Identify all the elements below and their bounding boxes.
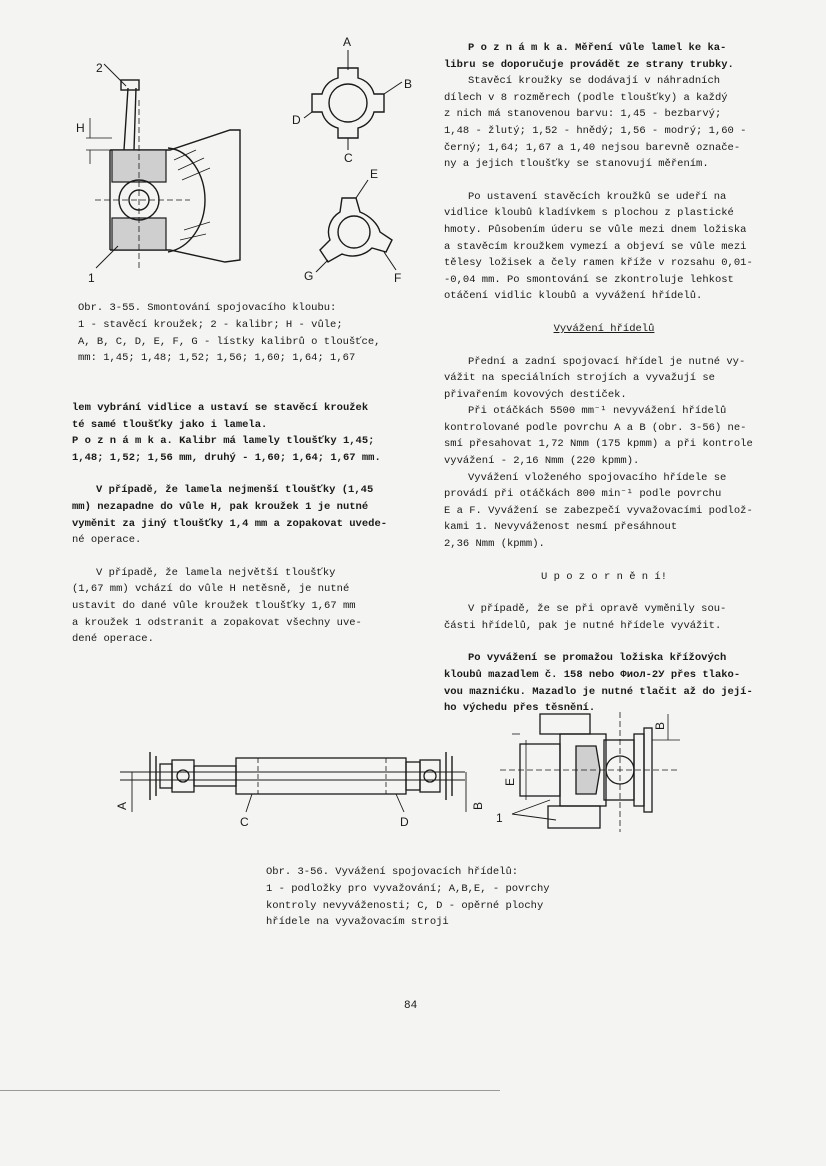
text-line: vidlice kloubů kladívkem s plochou z plastické bbox=[444, 207, 734, 220]
text-line: Při otáčkách 5500 mm⁻¹ nevyvážení hřídelů bbox=[468, 405, 727, 418]
text-line: a stavěcím kroužkem vymezí a objeví se vůle mezi bbox=[444, 240, 747, 253]
text-line: tělesy ložisek a čely ramen kříže v rozsahu 0,01- bbox=[444, 257, 753, 270]
caption-line: hřídele na vyvažovacím stroji bbox=[266, 916, 449, 929]
caption-line: Obr. 3-55. Smontování spojovacího kloubu: bbox=[78, 302, 337, 314]
text-line: dílech v 8 rozměrech (podle tloušťky) a každý bbox=[444, 91, 728, 104]
right-column bbox=[444, 40, 764, 717]
text-line: dené operace. bbox=[72, 633, 154, 646]
left-column bbox=[72, 400, 390, 648]
text-line: ho výchedu přes těsnění. bbox=[444, 702, 596, 715]
text-line: (1,67 mm) vchází do vůle H netěsně, je nutné bbox=[72, 583, 350, 596]
fig356-label-b-right: B bbox=[653, 721, 667, 730]
text-line: té samé tloušťky jako i lamela. bbox=[72, 418, 268, 431]
text-line: hmoty. Působením úderu se vůle mezi dnem ložiska bbox=[444, 223, 747, 236]
figure-3-55-assembly bbox=[0, 0, 430, 300]
text-line: V případě, že lamela největší tloušťky bbox=[96, 566, 336, 579]
text-line: černý; 1,64; 1,67 a 1,40 nejsou barevně označe- bbox=[444, 141, 741, 154]
text-line: ny a jejich tloušťky se stanovují měřením. bbox=[444, 158, 709, 171]
text-line: libru se doporučuje provádět ze strany trubky. bbox=[444, 58, 734, 71]
text-line: lem vybrání vidlice a ustaví se stavěcí kroužek bbox=[72, 402, 369, 414]
caption-line: 1 - podložky pro vyvažování; A,B,E, - povrchy bbox=[266, 882, 550, 895]
text-line: Vyvážení vloženého spojovacího hřídele se bbox=[468, 471, 727, 484]
caption-line: Obr. 3-56. Vyvážení spojovacích hřídelů: bbox=[266, 866, 519, 878]
figure-3-56-caption bbox=[266, 864, 606, 931]
text-line: né operace. bbox=[72, 534, 142, 547]
fig356-label-b-left: B bbox=[471, 801, 485, 810]
fig355-label-c: C bbox=[344, 151, 353, 165]
text-line: kami 1. Nevyváženost nesmí přesáhnout bbox=[444, 521, 678, 534]
fig356-label-c: C bbox=[240, 815, 249, 829]
text-line: Po ustavení stavěcích kroužků se udeří na bbox=[468, 190, 727, 203]
text-line: 1,48; 1,52; 1,56 mm, druhý - 1,60; 1,64; 1,67 mm. bbox=[72, 451, 381, 464]
text-line: Přední a zadní spojovací hřídel je nutné vy- bbox=[468, 355, 746, 368]
text-line: P o z n á m k a. Kalibr má lamely tloušťky 1,45; bbox=[72, 435, 375, 448]
warning-title: U p o z o r n ě n í! bbox=[540, 570, 668, 583]
fig356-label-1: 1 bbox=[496, 811, 503, 825]
fig355-label-a: A bbox=[343, 35, 352, 49]
fig356-label-e: E bbox=[503, 777, 517, 786]
text-line: z nich má stanovenou barvu: 1,45 - bezbarvý; bbox=[444, 108, 722, 121]
text-line: 2,36 Nmm (kpmm). bbox=[444, 538, 545, 551]
fig355-label-h: H bbox=[76, 121, 85, 135]
section-heading: Vyvážení hřídelů bbox=[553, 322, 655, 335]
fig355-label-d: D bbox=[292, 113, 301, 127]
page-number: 84 bbox=[404, 1000, 418, 1012]
fig355-label-g: G bbox=[304, 269, 314, 283]
text-line: otáčení vidlic kloubů a vyvážení hřídelů. bbox=[444, 290, 703, 303]
text-line: smí přesahovat 1,72 Nmm (175 kpmm) a při kontrole bbox=[444, 438, 753, 451]
text-line: přivařením kovových destiček. bbox=[444, 388, 627, 401]
figure-3-56-balancing bbox=[0, 700, 826, 860]
fig355-label-2: 2 bbox=[96, 61, 103, 75]
fig356-label-d: D bbox=[400, 815, 409, 829]
text-line: provádí při otáčkách 800 min⁻¹ podle povrchu bbox=[444, 488, 722, 501]
text-line: Po vyvážení se promažou ložiska křížových bbox=[468, 652, 727, 665]
text-line: 1,48 - žlutý; 1,52 - hnědý; 1,56 - modrý; 1,60 - bbox=[444, 124, 747, 137]
text-line: kontrolované podle povrchu A a B (obr. 3-56) ne- bbox=[444, 421, 747, 434]
text-line: vyvážení - 2,16 Nmm (220 kpmm). bbox=[444, 455, 640, 468]
caption-line: kontroly nevyváženosti; C, D - opěrné plochy bbox=[266, 899, 544, 912]
figure-3-55-caption bbox=[78, 300, 398, 367]
caption-line: 1 - stavěcí kroužek; 2 - kalibr; H - vůle; bbox=[78, 318, 343, 331]
text-line: a kroužek 1 odstranit a zopakovat všechny uve- bbox=[72, 616, 362, 629]
text-line: části hřídelů, pak je nutné hřídele vyvážit. bbox=[444, 619, 722, 632]
fig356-label-a: A bbox=[115, 801, 129, 810]
bottom-rule bbox=[0, 1090, 500, 1091]
text-line: mm) nezapadne do vůle H, pak kroužek 1 je nutné bbox=[72, 500, 369, 513]
text-line: E a F. Vyvážení se zabezpečí vyvažovacími podlož- bbox=[444, 504, 753, 517]
caption-line: mm: 1,45; 1,48; 1,52; 1,56; 1,60; 1,64; 1,67 bbox=[78, 352, 356, 365]
text-line: vou maznićku. Mazadlo je nutné tlačit až do její- bbox=[444, 685, 753, 698]
text-line: vyměnit za jiný tloušťky 1,4 mm a zopakovat uvede- bbox=[72, 517, 388, 530]
fig355-label-b: B bbox=[404, 77, 413, 91]
fig355-label-e: E bbox=[370, 167, 379, 181]
text-line: ustavit do dané vůle kroužek tloušťky 1,67 mm bbox=[72, 599, 356, 612]
text-line: vážit na speciálních strojích a vyvažují se bbox=[444, 372, 715, 385]
text-line: V případě, že se při opravě vyměnily sou- bbox=[468, 603, 727, 616]
fig355-label-1: 1 bbox=[88, 271, 95, 285]
text-line: Stavěcí kroužky se dodávají v náhradních bbox=[468, 75, 721, 88]
text-line: kloubů mazadlem č. 158 nebo Фиол-2У přes tlako- bbox=[444, 669, 741, 681]
text-line: V případě, že lamela nejmenší tloušťky (1,45 bbox=[96, 484, 374, 497]
fig355-label-f: F bbox=[394, 271, 402, 285]
caption-line: A, B, C, D, E, F, G - lístky kalibrů o tloušťce, bbox=[78, 335, 381, 348]
text-line: P o z n á m k a. Měření vůle lamel ke ka- bbox=[468, 42, 727, 54]
text-line: -0,04 mm. Po smontování se zkontroluje lehkost bbox=[444, 273, 734, 286]
